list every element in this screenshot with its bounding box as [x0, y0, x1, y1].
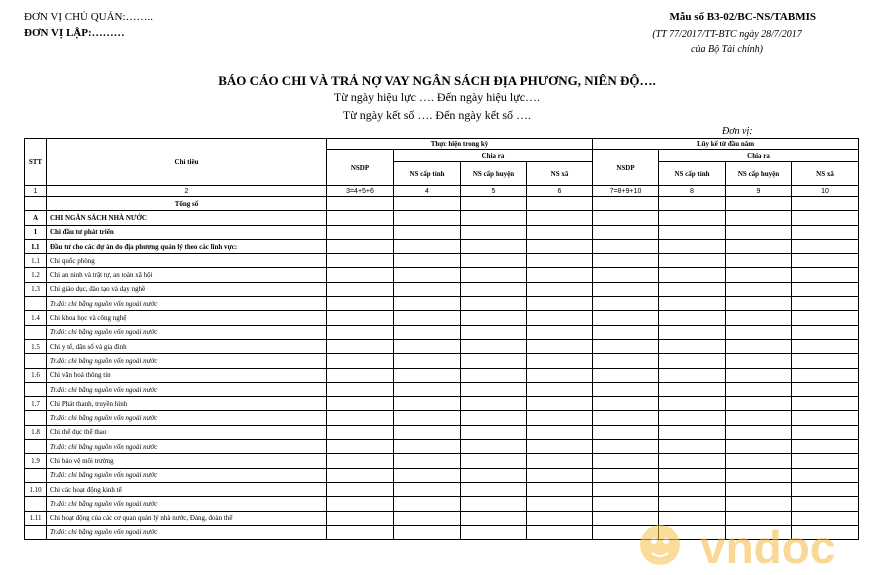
row-label: Tr.đó: chi bằng nguồn vốn ngoài nước [47, 325, 327, 339]
row-label: Tr.đó: chi bằng nguồn vốn ngoài nước [47, 354, 327, 368]
value-cell[interactable] [726, 440, 792, 454]
value-cell[interactable] [659, 411, 726, 425]
value-cell[interactable] [527, 297, 593, 311]
value-cell[interactable] [527, 440, 593, 454]
value-cell[interactable] [461, 297, 527, 311]
row-stt [25, 525, 47, 539]
form-code: Mẫu số B3-02/BC-NS/TABMIS [669, 11, 816, 23]
total-label: Tổng số [47, 197, 327, 211]
row-stt: 1.6 [25, 368, 47, 382]
value-cell[interactable] [394, 482, 461, 496]
value-cell[interactable] [659, 297, 726, 311]
value-cell[interactable] [327, 297, 394, 311]
value-cell[interactable] [792, 425, 859, 439]
value-cell[interactable] [593, 382, 659, 396]
value-cell[interactable] [327, 425, 394, 439]
unit-label: Đơn vị: [722, 126, 753, 137]
header-chia-ra-ytd: Chia ra [659, 150, 859, 162]
value-cell[interactable] [527, 397, 593, 411]
parent-unit-label: ĐƠN VỊ CHỦ QUẢN:…….. [24, 11, 154, 23]
circular-line-2: của Bộ Tài chính) [691, 44, 763, 55]
value-cell[interactable] [527, 497, 593, 511]
col-number: 6 [527, 186, 593, 197]
value-cell[interactable] [659, 454, 726, 468]
value-cell[interactable] [327, 368, 394, 382]
value-cell[interactable] [327, 197, 394, 211]
value-cell[interactable] [792, 354, 859, 368]
table-row [25, 268, 859, 282]
table-row [25, 454, 859, 468]
header-chia-ra-period: Chia ra [394, 150, 593, 162]
mascot-icon [640, 525, 680, 565]
row-stt: A [25, 211, 47, 225]
row-stt: 1.2 [25, 268, 47, 282]
value-cell[interactable] [461, 368, 527, 382]
value-cell[interactable] [461, 268, 527, 282]
value-cell[interactable] [394, 339, 461, 353]
row-label: Chi Phát thanh, truyền hình [47, 397, 327, 411]
row-label: Chi y tế, dân số và gia đình [47, 339, 327, 353]
table-row [25, 482, 859, 496]
value-cell[interactable] [792, 225, 859, 239]
value-cell[interactable] [527, 511, 593, 525]
row-label: Tr.đó: chi bằng nguồn vốn ngoài nước [47, 497, 327, 511]
value-cell[interactable] [461, 225, 527, 239]
row-stt [25, 468, 47, 482]
circular-line-1: (TT 77/2017/TT-BTC ngày 28/7/2017 [652, 29, 802, 40]
row-label: Chi khoa học và công nghệ [47, 311, 327, 325]
value-cell[interactable] [792, 211, 859, 225]
value-cell[interactable] [527, 482, 593, 496]
value-cell[interactable] [593, 297, 659, 311]
value-cell[interactable] [327, 354, 394, 368]
value-cell[interactable] [461, 454, 527, 468]
table-row [25, 411, 859, 425]
value-cell[interactable] [792, 254, 859, 268]
value-cell[interactable] [461, 468, 527, 482]
value-cell[interactable] [593, 225, 659, 239]
value-cell[interactable] [593, 311, 659, 325]
row-stt: 1.7 [25, 397, 47, 411]
row-label: Đầu tư cho các dự án do địa phương quản lý theo các lĩnh vực: [47, 239, 327, 253]
value-cell[interactable] [461, 339, 527, 353]
value-cell[interactable] [792, 197, 859, 211]
value-cell[interactable] [461, 382, 527, 396]
value-cell[interactable] [527, 268, 593, 282]
value-cell[interactable] [327, 397, 394, 411]
value-cell[interactable] [327, 282, 394, 296]
value-cell[interactable] [726, 411, 792, 425]
value-cell[interactable] [726, 325, 792, 339]
row-label: Tr.đó: chi bằng nguồn vốn ngoài nước [47, 382, 327, 396]
value-cell[interactable] [327, 482, 394, 496]
col-number: 8 [659, 186, 726, 197]
row-stt [25, 354, 47, 368]
col-number: 1 [25, 186, 47, 197]
circular-reference [620, 27, 834, 57]
table-row [25, 382, 859, 396]
table-row [25, 297, 859, 311]
value-cell[interactable] [394, 254, 461, 268]
value-cell[interactable] [461, 254, 527, 268]
value-cell[interactable] [394, 354, 461, 368]
value-cell[interactable] [726, 368, 792, 382]
table-row [25, 339, 859, 353]
value-cell[interactable] [659, 425, 726, 439]
row-label: Chi thể dục thể thao [47, 425, 327, 439]
value-cell[interactable] [461, 282, 527, 296]
value-cell[interactable] [527, 311, 593, 325]
row-stt [25, 411, 47, 425]
value-cell[interactable] [792, 311, 859, 325]
value-cell[interactable] [394, 225, 461, 239]
row-stt: 1.3 [25, 282, 47, 296]
value-cell[interactable] [726, 354, 792, 368]
row-label: Chi hoạt động của các cơ quan quản lý nhà nước, Đảng, đoàn thể [47, 511, 327, 525]
row-stt: 1.5 [25, 339, 47, 353]
value-cell[interactable] [327, 225, 394, 239]
value-cell[interactable] [593, 282, 659, 296]
value-cell[interactable] [527, 282, 593, 296]
value-cell[interactable] [394, 197, 461, 211]
value-cell[interactable] [792, 368, 859, 382]
value-cell[interactable] [792, 482, 859, 496]
row-stt [25, 497, 47, 511]
table-row [25, 468, 859, 482]
value-cell[interactable] [527, 525, 593, 539]
value-cell[interactable] [792, 325, 859, 339]
reporting-unit-label: ĐƠN VỊ LẬP:……… [24, 27, 125, 39]
table-row [25, 211, 859, 225]
value-cell[interactable] [792, 239, 859, 253]
effective-date-range: Từ ngày hiệu lực …. Đến ngày hiệu lực…. [333, 90, 541, 104]
value-cell[interactable] [327, 268, 394, 282]
value-cell[interactable] [327, 468, 394, 482]
value-cell[interactable] [792, 282, 859, 296]
value-cell[interactable] [394, 239, 461, 253]
value-cell[interactable] [726, 254, 792, 268]
value-cell[interactable] [461, 525, 527, 539]
value-cell[interactable] [327, 454, 394, 468]
value-cell[interactable] [461, 497, 527, 511]
table-row [25, 440, 859, 454]
table-row [25, 397, 859, 411]
value-cell[interactable] [327, 497, 394, 511]
value-cell[interactable] [394, 497, 461, 511]
value-cell[interactable] [593, 197, 659, 211]
value-cell[interactable] [792, 468, 859, 482]
value-cell[interactable] [527, 239, 593, 253]
row-stt [25, 297, 47, 311]
value-cell[interactable] [327, 525, 394, 539]
value-cell[interactable] [527, 411, 593, 425]
value-cell[interactable] [394, 368, 461, 382]
value-cell[interactable] [461, 397, 527, 411]
value-cell[interactable] [527, 325, 593, 339]
value-cell[interactable] [726, 468, 792, 482]
value-cell[interactable] [461, 411, 527, 425]
value-cell[interactable] [659, 368, 726, 382]
row-label: Tr.đó: chi bằng nguồn vốn ngoài nước [47, 440, 327, 454]
value-cell[interactable] [659, 254, 726, 268]
value-cell[interactable] [726, 482, 792, 496]
value-cell[interactable] [792, 411, 859, 425]
header-ns-xa-period: NS xã [527, 162, 593, 186]
row-stt [25, 440, 47, 454]
report-table [24, 138, 859, 540]
row-label: Tr.đó: chi bằng nguồn vốn ngoài nước [47, 411, 327, 425]
value-cell[interactable] [792, 382, 859, 396]
col-number: 9 [726, 186, 792, 197]
value-cell[interactable] [659, 211, 726, 225]
value-cell[interactable] [461, 197, 527, 211]
row-label: Chi các hoạt động kinh tế [47, 482, 327, 496]
value-cell[interactable] [327, 339, 394, 353]
value-cell[interactable] [659, 197, 726, 211]
value-cell[interactable] [394, 425, 461, 439]
header-ns-tinh-period: NS cấp tỉnh [394, 162, 461, 186]
total-stt [25, 197, 47, 211]
col-number: 5 [461, 186, 527, 197]
value-cell[interactable] [394, 397, 461, 411]
value-cell[interactable] [327, 325, 394, 339]
value-cell[interactable] [461, 482, 527, 496]
value-cell[interactable] [527, 354, 593, 368]
table-row [25, 325, 859, 339]
value-cell[interactable] [527, 368, 593, 382]
value-cell[interactable] [593, 211, 659, 225]
value-cell[interactable] [527, 468, 593, 482]
watermark-text: vndoc [700, 521, 836, 573]
value-cell[interactable] [527, 254, 593, 268]
value-cell[interactable] [726, 425, 792, 439]
value-cell[interactable] [461, 425, 527, 439]
value-cell[interactable] [792, 397, 859, 411]
row-stt: 1.1 [25, 254, 47, 268]
row-label: Tr.đó: chi bằng nguồn vốn ngoài nước [47, 297, 327, 311]
value-cell[interactable] [394, 411, 461, 425]
vndoc-watermark [628, 505, 868, 575]
row-stt: 1.8 [25, 425, 47, 439]
row-label: Tr.đó: chi bằng nguồn vốn ngoài nước [47, 525, 327, 539]
value-cell[interactable] [394, 325, 461, 339]
header-ns-tinh-ytd: NS cấp tỉnh [659, 162, 726, 186]
value-cell[interactable] [527, 339, 593, 353]
value-cell[interactable] [792, 454, 859, 468]
value-cell[interactable] [394, 525, 461, 539]
value-cell[interactable] [726, 211, 792, 225]
value-cell[interactable] [593, 325, 659, 339]
row-stt [25, 382, 47, 396]
value-cell[interactable] [593, 454, 659, 468]
value-cell[interactable] [726, 454, 792, 468]
table-row [25, 254, 859, 268]
value-cell[interactable] [593, 339, 659, 353]
header-stt: STT [25, 139, 47, 186]
value-cell[interactable] [461, 325, 527, 339]
value-cell[interactable] [659, 325, 726, 339]
table-row [25, 425, 859, 439]
value-cell[interactable] [726, 197, 792, 211]
value-cell[interactable] [461, 440, 527, 454]
row-stt [25, 325, 47, 339]
value-cell[interactable] [527, 197, 593, 211]
value-cell[interactable] [726, 397, 792, 411]
header-period-group: Thực hiện trong kỳ [327, 139, 593, 150]
value-cell[interactable] [394, 268, 461, 282]
value-cell[interactable] [327, 211, 394, 225]
row-stt: 1.9 [25, 454, 47, 468]
column-number-row [25, 186, 859, 197]
value-cell[interactable] [726, 239, 792, 253]
value-cell[interactable] [726, 382, 792, 396]
row-label: Chi đầu tư phát triển [47, 225, 327, 239]
value-cell[interactable] [593, 354, 659, 368]
header-chi-tieu: Chỉ tiêu [47, 139, 327, 186]
value-cell[interactable] [394, 311, 461, 325]
header-ns-huyen-period: NS cấp huyện [461, 162, 527, 186]
row-label: Chi văn hoá thông tin [47, 368, 327, 382]
total-row [25, 197, 859, 211]
value-cell[interactable] [327, 311, 394, 325]
value-cell[interactable] [327, 411, 394, 425]
value-cell[interactable] [593, 482, 659, 496]
value-cell[interactable] [659, 339, 726, 353]
report-title: BÁO CÁO CHI VÀ TRẢ NỢ VAY NGÂN SÁCH ĐỊA PHƯƠNG, NIÊN ĐỘ…. [218, 73, 656, 88]
value-cell[interactable] [593, 397, 659, 411]
value-cell[interactable] [659, 397, 726, 411]
value-cell[interactable] [593, 268, 659, 282]
value-cell[interactable] [327, 239, 394, 253]
value-cell[interactable] [593, 368, 659, 382]
value-cell[interactable] [593, 411, 659, 425]
col-number: 7=8+9+10 [593, 186, 659, 197]
value-cell[interactable] [792, 339, 859, 353]
value-cell[interactable] [792, 440, 859, 454]
row-stt: 1.10 [25, 482, 47, 496]
row-label: Tr.đó: chi bằng nguồn vốn ngoài nước [47, 468, 327, 482]
value-cell[interactable] [461, 211, 527, 225]
value-cell[interactable] [726, 311, 792, 325]
value-cell[interactable] [659, 382, 726, 396]
value-cell[interactable] [527, 454, 593, 468]
col-number: 3=4+5+6 [327, 186, 394, 197]
value-cell[interactable] [659, 440, 726, 454]
value-cell[interactable] [327, 382, 394, 396]
value-cell[interactable] [461, 354, 527, 368]
value-cell[interactable] [726, 225, 792, 239]
header-ytd-group: Lũy kế từ đầu năm [593, 139, 859, 150]
value-cell[interactable] [394, 454, 461, 468]
value-cell[interactable] [527, 211, 593, 225]
value-cell[interactable] [394, 382, 461, 396]
value-cell[interactable] [394, 297, 461, 311]
table-row [25, 368, 859, 382]
value-cell[interactable] [726, 282, 792, 296]
value-cell[interactable] [394, 211, 461, 225]
table-row [25, 282, 859, 296]
value-cell[interactable] [461, 511, 527, 525]
closing-date-range: Từ ngày kết số …. Đến ngày kết số …. [342, 108, 532, 122]
row-stt: 1.4 [25, 311, 47, 325]
value-cell[interactable] [659, 225, 726, 239]
row-stt: 1.11 [25, 511, 47, 525]
row-label: Chi an ninh và trật tự, an toàn xã hội [47, 268, 327, 282]
value-cell[interactable] [593, 468, 659, 482]
value-cell[interactable] [327, 511, 394, 525]
value-cell[interactable] [461, 239, 527, 253]
col-number: 10 [792, 186, 859, 197]
value-cell[interactable] [659, 468, 726, 482]
value-cell[interactable] [394, 440, 461, 454]
value-cell[interactable] [394, 282, 461, 296]
value-cell[interactable] [792, 297, 859, 311]
value-cell[interactable] [527, 382, 593, 396]
row-label: Chi giáo dục, đào tạo và dạy nghề [47, 282, 327, 296]
value-cell[interactable] [726, 339, 792, 353]
value-cell[interactable] [461, 311, 527, 325]
header-ns-huyen-ytd: NS cấp huyện [726, 162, 792, 186]
value-cell[interactable] [593, 440, 659, 454]
row-label: CHI NGÂN SÁCH NHÀ NƯỚC [47, 211, 327, 225]
value-cell[interactable] [327, 254, 394, 268]
table-row [25, 225, 859, 239]
value-cell[interactable] [394, 468, 461, 482]
row-label: Chi bảo vệ môi trường [47, 454, 327, 468]
value-cell[interactable] [394, 511, 461, 525]
row-stt: I.1 [25, 239, 47, 253]
value-cell[interactable] [659, 354, 726, 368]
value-cell[interactable] [593, 254, 659, 268]
value-cell[interactable] [659, 482, 726, 496]
header-nsdp-ytd: NSDP [593, 150, 659, 186]
table-row [25, 311, 859, 325]
value-cell[interactable] [327, 440, 394, 454]
value-cell[interactable] [726, 268, 792, 282]
value-cell[interactable] [593, 425, 659, 439]
row-label: Chi quốc phòng [47, 254, 327, 268]
value-cell[interactable] [792, 268, 859, 282]
value-cell[interactable] [659, 239, 726, 253]
col-number: 2 [47, 186, 327, 197]
value-cell[interactable] [659, 268, 726, 282]
value-cell[interactable] [659, 282, 726, 296]
value-cell[interactable] [659, 311, 726, 325]
header-nsdp-period: NSDP [327, 150, 394, 186]
header-ns-xa-ytd: NS xã [792, 162, 859, 186]
table-row [25, 239, 859, 253]
col-number: 4 [394, 186, 461, 197]
table-row [25, 354, 859, 368]
value-cell[interactable] [726, 297, 792, 311]
value-cell[interactable] [527, 225, 593, 239]
row-stt: I [25, 225, 47, 239]
value-cell[interactable] [527, 425, 593, 439]
value-cell[interactable] [593, 239, 659, 253]
